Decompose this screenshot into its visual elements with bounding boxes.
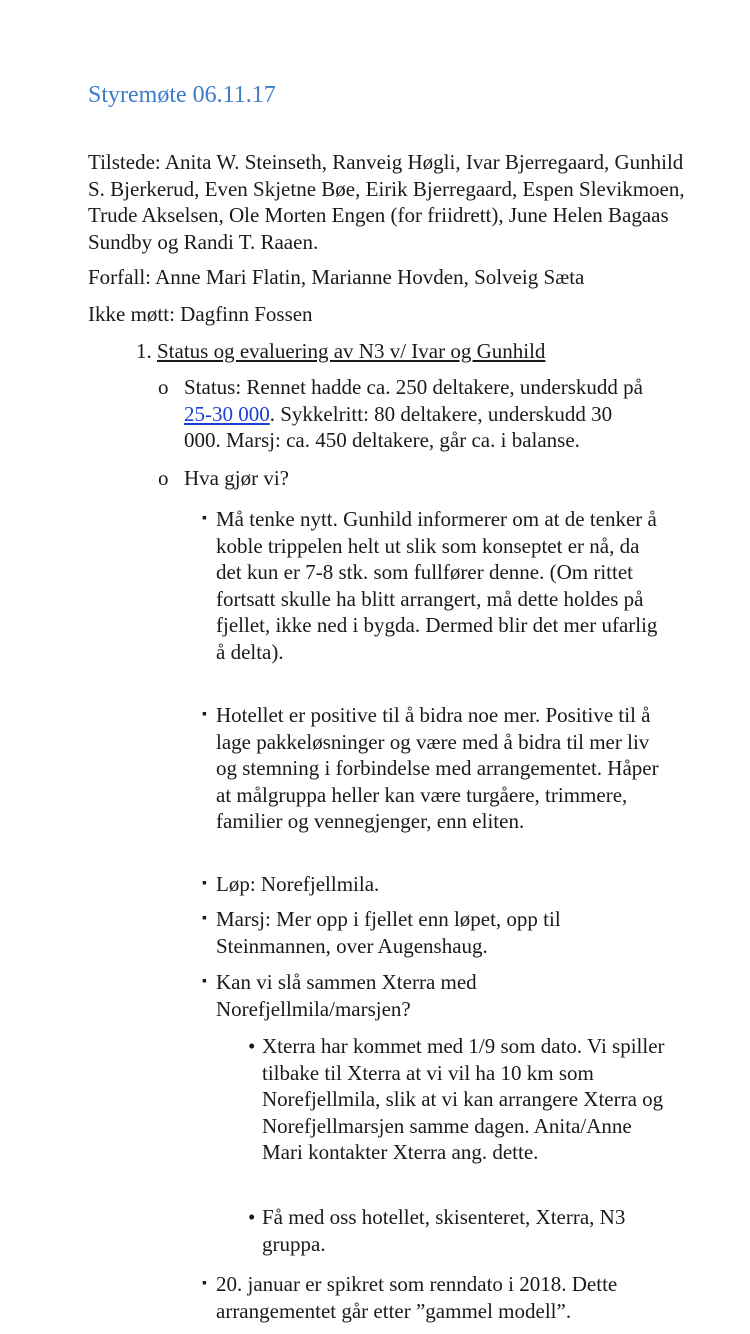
attendees-present: Tilstede: Anita W. Steinseth, Ranveig Høgli, Ivar Bjerregaard, Gunhild S. Bjerkerud, Even Skjetne Bøe, Eirik Bjerregaard, Espen Slevikmoen, Trude Akselsen, Ole Morten Engen (for friidrett), June Helen Bagaas Sundby og Randi T. Raaen. [88,150,685,254]
status-entry [158,374,678,454]
circle-bullet-icon: o [158,375,169,399]
attendees-no-show: Ikke møtt: Dagfinn Fossen [88,302,313,326]
square-bullet-icon: ▪ [202,707,207,722]
status-suffix: . Sykkelritt: 80 deltakere, underskudd 30 000. Marsj: ca. 450 deltakere, går ca. i balanse. [184,401,613,452]
list-item-text: Kan vi slå sammen Xterra med Norefjellmila/marsjen? [216,970,477,1021]
status-link[interactable]: 25-30 000 [184,401,270,426]
list-item [202,506,662,665]
list-item-text: Hotellet er positive til å bidra noe mer. Positive til å lage pakkeløsninger og være med å bidra til mer liv og stemning i forbindelse med arrangementet. Håper at målgruppa heller kan være turgåere, trimmere, familier og vennegjenger, enn eliten. [216,703,659,833]
list-item [202,871,662,898]
list-item-text: Må tenke nytt. Gunhild informerer om at de tenker å koble trippelen helt ut slik som konseptet er nå, da det kun er 7-8 stk. som fullfører denne. (Om rittet fortsatt skulle ha blitt arrangert, må dette holdes på fjellet, ikke ned i bygda. Dermed blir det mer ufarlig å delta). [216,507,658,664]
circle-bullet-icon: o [158,466,169,490]
item-number: 1. [136,339,152,363]
sub-list-item-text: Få med oss hotellet, skisenteret, Xterra, N3 gruppa. [262,1205,626,1256]
dot-bullet-icon: • [248,1034,256,1058]
square-bullet-icon: ▪ [202,974,207,989]
sub-list-item [248,1033,668,1166]
what-to-do-text: Hva gjør vi? [184,466,289,490]
status-prefix: Status: Rennet hadde ca. 250 deltakere, underskudd på [184,375,643,399]
square-bullet-icon: ▪ [202,511,207,526]
list-item [202,969,662,1022]
square-bullet-icon: ▪ [202,1276,207,1291]
dot-bullet-icon: • [248,1205,256,1229]
list-item-text: Marsj: Mer opp i fjellet enn løpet, opp til Steinmannen, over Augenshaug. [216,907,561,958]
page-title: Styremøte 06.11.17 [88,82,276,108]
item-heading: Status og evaluering av N3 v/ Ivar og Gunhild [157,339,546,363]
list-item-text: Løp: Norefjellmila. [216,872,380,896]
list-item [202,702,662,835]
square-bullet-icon: ▪ [202,911,207,926]
attendees-absent: Forfall: Anne Mari Flatin, Marianne Hovden, Solveig Sæta [88,265,585,289]
agenda-item-1 [136,338,545,365]
status-text [184,374,654,454]
list-item-text: 20. januar er spikret som renndato i 2018. Dette arrangementet går etter ”gammel modell”. [216,1272,618,1323]
what-to-do-entry [158,465,678,495]
sub-list-item [248,1204,668,1257]
list-item [202,1271,662,1324]
sub-list-item-text: Xterra har kommet med 1/9 som dato. Vi spiller tilbake til Xterra at vi vil ha 10 km som Norefjellmila, slik at vi kan arrangere Xterra og Norefjellmarsjen samme dagen. Anita/Anne Mari kontakter Xterra ang. dette. [262,1034,665,1164]
square-bullet-icon: ▪ [202,876,207,891]
list-item [202,906,662,959]
